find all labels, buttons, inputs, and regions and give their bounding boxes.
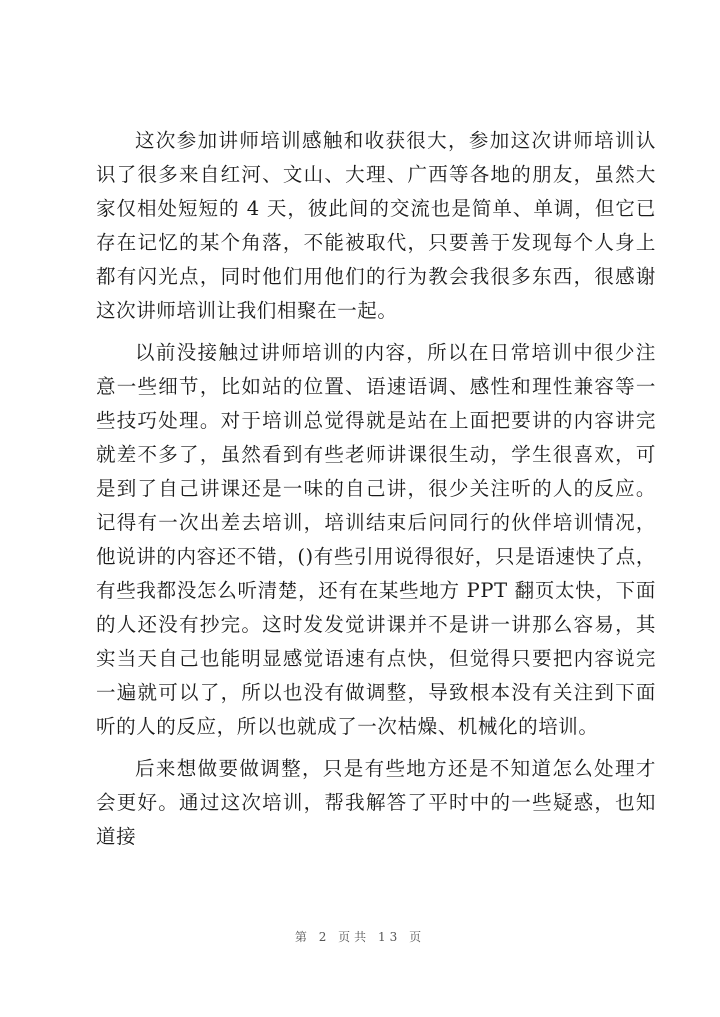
- paragraph-3: 后来想做要做调整，只是有些地方还是不知道怎么处理才会更好。通过这次培训，帮我解答了平时中的一些疑惑，也知道接: [96, 757, 656, 848]
- paragraph-1: 这次参加讲师培训感触和收获很大，参加这次讲师培训认识了很多来自红河、文山、大理、广西等各地的朋友，虽然大家仅相处短短的 4 天，彼此间的交流也是简单、单调，但它已存在记忆的某个角落，不能被取代，只要善于发现每个人身上都有闪光点，同时他们用他们的行为教会我很多东西，很感谢这次讲师培训让我们相聚在一起。: [96, 129, 656, 322]
- page-number-footer: 第 2 页共 13 页: [294, 930, 426, 944]
- paragraph-2: 以前没接触过讲师培训的内容，所以在日常培训中很少注意一些细节，比如站的位置、语速语调、感性和理性兼容等一些技巧处理。对于培训总觉得就是站在上面把要讲的内容讲完就差不多了，虽然看到有些老师讲课很生动，学生很喜欢，可是到了自己讲课还是一味的自己讲，很少关注听的人的反应。记得有一次出差去培训，培训结束后问同行的伙伴培训情况，他说讲的内容还不错，()有些引用说得很好，只是语速快了点，有些我都没怎么听清楚，还有在某些地方 PPT 翻页太快，下面的人还没有抄完。这时发发觉讲课并不是讲一讲那么容易，其实当天自己也能明显感觉语速有点快，但觉得只要把内容说完一遍就可以了，所以也没有做调整，导致根本没有关注到下面听的人的反应，所以也就成了一次枯燥、机械化的培训。: [96, 341, 656, 738]
- document-body: [96, 124, 656, 862]
